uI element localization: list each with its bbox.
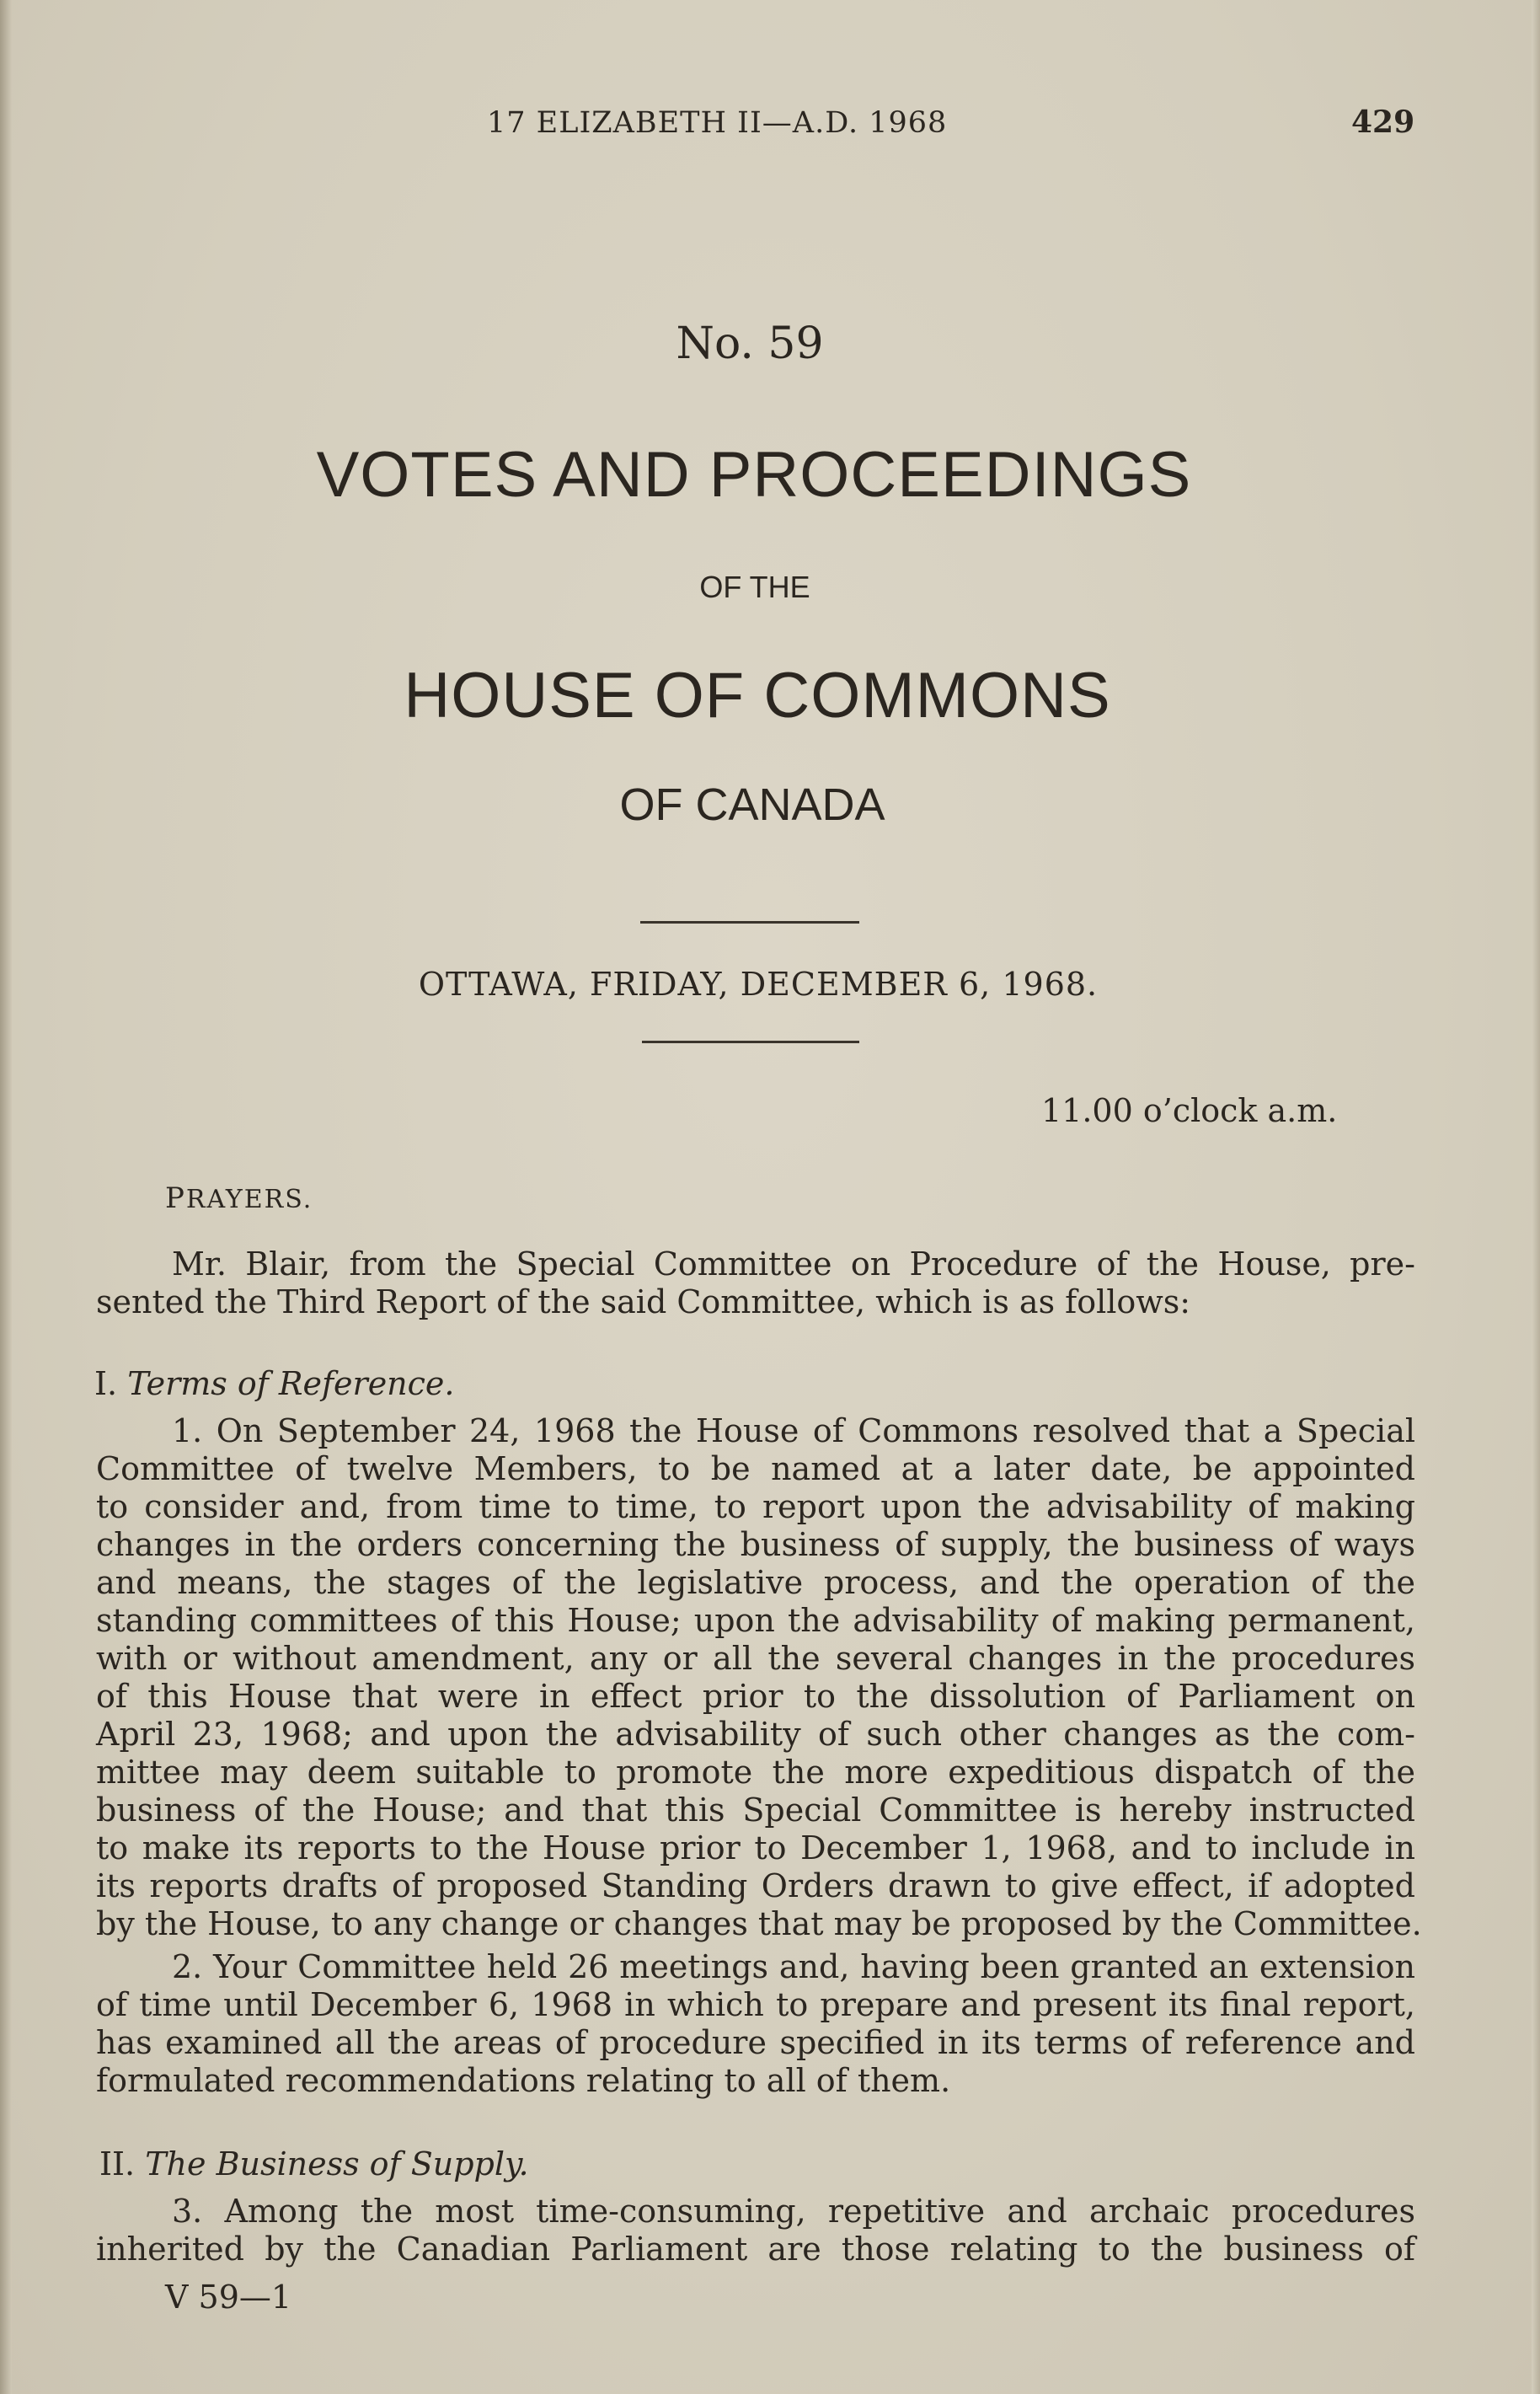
text-line: standing committees of this House; upon the advisability of making permanent, [96,1602,1415,1639]
paragraph-2 [96,1948,1415,2100]
paragraph-1 [96,1412,1422,1943]
divider-rule-top [640,921,859,924]
text-line: Mr. Blair, from the Special Committee on Procedure of the House, pre- [172,1245,1415,1283]
title-house-of-commons: HOUSE OF COMMONS [404,660,1111,731]
section-title: Terms of Reference. [127,1365,455,1402]
text-line: by the House, to any change or changes that may be proposed by the Committee. [96,1905,1422,1942]
text-line: April 23, 1968; and upon the advisability of such other changes as the com- [96,1716,1415,1753]
sitting-time: 11.00 o’clock a.m. [1041,1092,1338,1129]
issue-number: No. 59 [676,319,824,369]
text-line: Committee of twelve Members, to be named at a later date, be appointed [96,1450,1415,1487]
text-line: 3. Among the most time-consuming, repetitive and archaic procedures [172,2193,1415,2230]
running-head: 17 ELIZABETH II—A.D. 1968 [487,106,948,140]
section-numeral: I. [94,1365,118,1402]
title-votes-and-proceedings: VOTES AND PROCEEDINGS [316,439,1192,511]
section-numeral: II. [99,2145,136,2182]
page-edge-right [1532,0,1540,2394]
text-line: and means, the stages of the legislative process, and the operation of the [96,1564,1415,1601]
text-line: mittee may deem suitable to promote the more expeditious dispatch of the [96,1754,1415,1791]
text-line: has examined all the areas of procedure specified in its terms of reference and [96,2024,1415,2061]
text-line: to consider and, from time to time, to report upon the advisability of making [96,1488,1415,1525]
section-heading-terms-of-reference [94,1365,455,1402]
paragraph-3 [96,2193,1415,2268]
text-line: formulated recommendations relating to all of them. [96,2062,951,2099]
section-title: The Business of Supply. [145,2145,529,2182]
text-line: sented the Third Report of the said Committee, which is as follows: [96,1283,1191,1320]
text-line: of time until December 6, 1968 in which to prepare and present its final report, [96,1986,1415,2023]
section-heading-business-of-supply [99,2145,529,2182]
intro-paragraph [96,1245,1415,1321]
title-of-the: OF THE [699,570,810,604]
signature-mark: V 59—1 [165,2279,292,2316]
text-line: to make its reports to the House prior to December 1, 1968, and to include in [96,1829,1415,1866]
divider-rule-bottom [642,1041,859,1043]
text-line: its reports drafts of proposed Standing Orders drawn to give effect, if adopted [96,1867,1415,1904]
text-line: 2. Your Committee held 26 meetings and, having been granted an extension [172,1948,1415,1985]
text-line: business of the House; and that this Special Committee is hereby instructed [96,1791,1415,1829]
title-of-canada: OF CANADA [619,779,885,830]
text-line: inherited by the Canadian Parliament are those relating to the business of [96,2231,1415,2268]
text-line: with or without amendment, any or all the several changes in the procedures [96,1640,1415,1677]
page-number: 429 [1351,104,1415,140]
text-line: changes in the orders concerning the business of supply, the business of ways [96,1526,1415,1563]
prayers-initial: P [165,1181,186,1215]
prayers-rest: RAYERS. [185,1185,313,1214]
text-line: 1. On September 24, 1968 the House of Commons resolved that a Special [172,1412,1415,1449]
dateline: OTTAWA, FRIDAY, DECEMBER 6, 1968. [418,966,1099,1003]
text-line: of this House that were in effect prior to the dissolution of Parliament on [96,1678,1415,1715]
prayers-heading [165,1181,313,1215]
